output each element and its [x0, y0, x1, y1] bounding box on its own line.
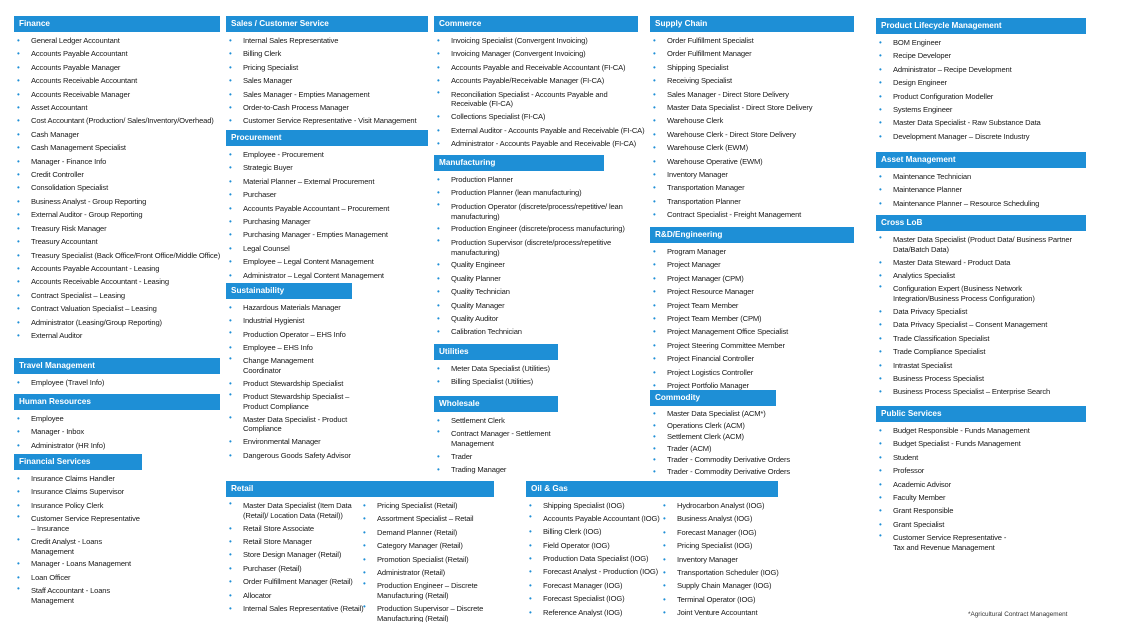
role-item: • Transportation Scheduler (IOG): [660, 566, 800, 579]
role-item: • Administrator (HR Info): [14, 439, 220, 452]
section-header: Sales / Customer Service: [226, 16, 428, 32]
role-item: • Order Fulfillment Manager: [650, 47, 854, 60]
role-item: • Dangerous Goods Safety Advisor: [226, 449, 350, 462]
role-item: • Employee – EHS Info: [226, 341, 350, 354]
role-item: • Invoicing Specialist (Convergent Invoicing): [434, 34, 638, 47]
role-item: • Trade Compliance Specialist: [876, 345, 1076, 358]
section-manufacturing: [434, 155, 638, 339]
role-item: • General Ledger Accountant: [14, 34, 220, 47]
role-item: • Reference Analyst (IOG): [526, 606, 660, 619]
role-item: • Trade Classification Specialist: [876, 332, 1076, 345]
role-item: • Change Management Coordinator: [226, 354, 350, 377]
role-item: • Product Stewardship Specialist: [226, 377, 350, 390]
section-header: Product Lifecycle Management: [876, 18, 1086, 34]
role-item: • Accounts Receivable Accountant: [14, 74, 220, 87]
role-item: • Production Planner (lean manufacturing): [434, 186, 638, 199]
role-item: • Treasury Risk Manager: [14, 222, 220, 235]
section-header: Financial Services: [14, 454, 142, 470]
role-item: • Product Configuration Modeller: [876, 90, 1086, 103]
role-item: • Production Operator (discrete/process/repetitive/ lean manufacturing): [434, 200, 638, 223]
role-item: • Supply Chain Manager (IOG): [660, 579, 800, 592]
role-item: • Master Data Specialist (ACM*): [650, 408, 854, 420]
role-item: • Environmental Manager: [226, 435, 350, 448]
role-item: • Quality Technician: [434, 285, 638, 298]
role-item: • Accounts Payable Accountant: [14, 47, 220, 60]
section-header: Public Services: [876, 406, 1086, 422]
role-item: • Maintenance Planner: [876, 183, 1086, 196]
role-item: • Meter Data Specialist (Utilities): [434, 362, 558, 375]
role-item: • Warehouse Clerk (EWM): [650, 141, 854, 154]
role-item: • Cash Manager: [14, 128, 220, 141]
role-item: • Master Data Specialist (Product Data/ Business Partner Data/Batch Data): [876, 233, 1076, 256]
role-item: • Master Data Specialist - Raw Substance Data: [876, 116, 1086, 129]
role-item: • Recipe Developer: [876, 49, 1086, 62]
role-item: • Configuration Expert (Business Network Integration/Business Process Configuration): [876, 282, 1076, 305]
role-item: • Purchasing Manager: [226, 215, 428, 228]
role-item: • Pricing Specialist (Retail): [360, 499, 490, 512]
role-item: • Student: [876, 451, 1014, 464]
role-item: • Program Manager: [650, 245, 854, 258]
role-item: • Assortment Specialist – Retail: [360, 512, 490, 525]
role-item: • Retail Store Manager: [226, 535, 360, 548]
role-item: • Master Data Specialist - Direct Store Delivery: [650, 101, 854, 114]
role-item: • Trader (ACM): [650, 443, 854, 455]
role-item: • Grant Responsible: [876, 504, 1014, 517]
role-item: • Collections Specialist (FI-CA): [434, 110, 638, 123]
role-item: • Order Fulfillment Specialist: [650, 34, 854, 47]
section-header: Supply Chain: [650, 16, 854, 32]
role-item: • Production Engineer – Discrete Manufacturing (Retail): [360, 579, 490, 602]
role-item: • Design Engineer: [876, 76, 1086, 89]
section-sales-customer-service: [226, 16, 428, 128]
role-item: • Store Design Manager (Retail): [226, 548, 360, 561]
role-item: • Promotion Specialist (Retail): [360, 553, 490, 566]
section-utilities: [434, 344, 558, 389]
role-item: • Forecast Analyst - Production (IOG): [526, 565, 660, 578]
role-item: • Business Process Specialist: [876, 372, 1076, 385]
section-header: Commodity: [650, 390, 776, 406]
role-item: • External Auditor - Accounts Payable and Receivable (FI-CA): [434, 124, 638, 137]
section-asset-management: [876, 152, 1086, 210]
role-item: • Maintenance Planner – Resource Scheduling: [876, 197, 1086, 210]
role-item: • Customer Service Representative - Visit Management: [226, 114, 428, 127]
section-header: Wholesale: [434, 396, 558, 412]
role-item: • Trader - Commodity Derivative Orders: [650, 454, 854, 466]
role-item: • Budget Responsible - Funds Management: [876, 424, 1014, 437]
role-item: • Administrator - Accounts Payable and Receivable (FI-CA): [434, 137, 638, 150]
role-item: • Treasury Specialist (Back Office/Front Office/Middle Office): [14, 249, 220, 262]
role-item: • Purchaser (Retail): [226, 562, 360, 575]
role-item: • Quality Engineer: [434, 258, 638, 271]
role-item: • Trader: [434, 450, 556, 463]
section-header: Travel Management: [14, 358, 220, 374]
role-item: • Insurance Policy Clerk: [14, 499, 142, 512]
section-finance: [14, 16, 220, 342]
section-header: Manufacturing: [434, 155, 604, 171]
role-item: • Insurance Claims Supervisor: [14, 485, 142, 498]
role-item: • Contract Manager - Settlement Management: [434, 427, 556, 450]
role-item: • Manager - Inbox: [14, 425, 220, 438]
role-item: • Transportation Manager: [650, 181, 854, 194]
role-item: • Sales Manager: [226, 74, 428, 87]
role-item: • Master Data Specialist (Item Data (Retail)/ Location Data (Retail)): [226, 499, 360, 522]
role-item: • Project Logistics Controller: [650, 366, 854, 379]
role-item: • External Auditor - Group Reporting: [14, 208, 220, 221]
section-header: Asset Management: [876, 152, 1086, 168]
role-item: • Cost Accountant (Production/ Sales/Inventory/Overhead): [14, 114, 220, 127]
role-item: • Demand Planner (Retail): [360, 526, 490, 539]
role-item: • Analytics Specialist: [876, 269, 1076, 282]
role-item: • Billing Clerk (IOG): [526, 525, 660, 538]
role-item: • Contract Specialist – Leasing: [14, 289, 220, 302]
section-header: Oil & Gas: [526, 481, 778, 497]
role-item: • Warehouse Clerk: [650, 114, 854, 127]
role-list: [14, 412, 220, 452]
role-item: • Business Process Specialist – Enterprise Search: [876, 385, 1076, 398]
role-item: • Warehouse Operative (EWM): [650, 155, 854, 168]
role-item: • Development Manager – Discrete Industry: [876, 130, 1086, 143]
section-header: Commerce: [434, 16, 638, 32]
role-item: • Internal Sales Representative (Retail): [226, 602, 360, 615]
role-item: • Employee – Legal Content Management: [226, 255, 428, 268]
role-item: • Accounts Payable Accountant - Leasing: [14, 262, 220, 275]
section-header: Procurement: [226, 130, 428, 146]
section-rnd-engineering: [650, 227, 854, 392]
role-list: [660, 499, 800, 620]
role-item: • Hazardous Materials Manager: [226, 301, 350, 314]
role-item: • Hydrocarbon Analyst (IOG): [660, 499, 800, 512]
role-list: [650, 34, 854, 222]
role-item: • Accounts Payable/Receivable Manager (FI-CA): [434, 74, 638, 87]
role-item: • Internal Sales Representative: [226, 34, 428, 47]
role-item: • Faculty Member: [876, 491, 1014, 504]
role-item: • Settlement Clerk (ACM): [650, 431, 854, 443]
role-item: • Administrator (Retail): [360, 566, 490, 579]
role-item: • Shipping Specialist: [650, 61, 854, 74]
role-item: • Field Operator (IOG): [526, 539, 660, 552]
role-item: • Shipping Specialist (IOG): [526, 499, 660, 512]
role-list: [14, 34, 220, 342]
role-item: • Contract Specialist - Freight Management: [650, 208, 854, 221]
role-item: • Contract Valuation Specialist – Leasing: [14, 302, 220, 315]
section-procurement: [226, 130, 428, 282]
section-financial-services: [14, 454, 142, 607]
role-item: • Warehouse Clerk - Direct Store Delivery: [650, 128, 854, 141]
role-item: • Data Privacy Specialist – Consent Management: [876, 318, 1076, 331]
role-item: • Accounts Payable Accountant – Procurement: [226, 202, 428, 215]
role-item: • Retail Store Associate: [226, 522, 360, 535]
role-item: • Accounts Receivable Manager: [14, 88, 220, 101]
role-item: • Forecast Manager (IOG): [526, 579, 660, 592]
role-list: [876, 36, 1086, 143]
role-list: [434, 173, 638, 339]
role-list: [226, 499, 364, 622]
role-list: [14, 376, 220, 389]
role-list: [226, 34, 428, 128]
section-product-lifecycle-management: [876, 18, 1086, 143]
role-item: • Industrial Hygienist: [226, 314, 350, 327]
role-item: • Credit Controller: [14, 168, 220, 181]
role-item: • Loan Officer: [14, 571, 142, 584]
role-item: • Project Resource Manager: [650, 285, 854, 298]
role-item: • Employee (Travel Info): [14, 376, 220, 389]
role-list: [226, 301, 350, 462]
role-item: • Sales Manager - Direct Store Delivery: [650, 88, 854, 101]
role-item: • Inventory Manager: [660, 553, 800, 566]
role-item: • Administrator (Leasing/Group Reporting): [14, 316, 220, 329]
role-list: [360, 499, 490, 622]
role-item: • Trader - Commodity Derivative Orders: [650, 466, 854, 478]
section-header: Finance: [14, 16, 220, 32]
role-item: • Operations Clerk (ACM): [650, 420, 854, 432]
section-retail: [226, 481, 522, 622]
role-item: • Pricing Specialist: [226, 61, 428, 74]
role-item: • Production Data Specialist (IOG): [526, 552, 660, 565]
role-item: • Administrator – Recipe Development: [876, 63, 1086, 76]
role-item: • Purchaser: [226, 188, 428, 201]
role-list: [876, 233, 1076, 399]
role-item: • Production Planner: [434, 173, 638, 186]
role-item: • BOM Engineer: [876, 36, 1086, 49]
role-item: • Quality Planner: [434, 272, 638, 285]
role-item: • Administrator – Legal Content Management: [226, 269, 428, 282]
role-item: • Receiving Specialist: [650, 74, 854, 87]
role-item: • Project Manager (CPM): [650, 272, 854, 285]
role-item: • Manager - Loans Management: [14, 557, 142, 570]
role-item: • Forecast Specialist (IOG): [526, 592, 660, 605]
role-item: • Project Team Member (CPM): [650, 312, 854, 325]
role-item: • Production Engineer (discrete/process manufacturing): [434, 222, 638, 235]
role-item: • Joint Venture Accountant: [660, 606, 800, 619]
role-item: • Sales Manager - Empties Management: [226, 88, 428, 101]
role-item: • Intrastat Specialist: [876, 359, 1076, 372]
role-item: • Invoicing Manager (Convergent Invoicing): [434, 47, 638, 60]
section-wholesale: [434, 396, 558, 477]
role-item: • Billing Clerk: [226, 47, 428, 60]
role-item: • Product Stewardship Specialist – Product Compliance: [226, 390, 350, 413]
role-item: • Production Supervisor – Discrete Manufacturing (Retail): [360, 602, 490, 622]
role-list: [434, 362, 558, 389]
role-item: • Maintenance Technician: [876, 170, 1086, 183]
role-item: • Business Analyst (IOG): [660, 512, 800, 525]
section-human-resources: [14, 394, 220, 452]
role-item: • Budget Specialist - Funds Management: [876, 437, 1014, 450]
role-item: • Category Manager (Retail): [360, 539, 490, 552]
role-item: • Business Analyst - Group Reporting: [14, 195, 220, 208]
role-list: [226, 148, 428, 282]
role-item: • Allocator: [226, 589, 360, 602]
role-item: • Trading Manager: [434, 463, 556, 476]
section-public-services: [876, 406, 1086, 554]
role-item: • Pricing Specialist (IOG): [660, 539, 800, 552]
role-item: • Project Team Member: [650, 299, 854, 312]
role-item: • Accounts Payable Manager: [14, 61, 220, 74]
role-item: • Calibration Technician: [434, 325, 638, 338]
role-item: • Forecast Manager (IOG): [660, 526, 800, 539]
role-item: • Asset Accountant: [14, 101, 220, 114]
role-item: • Master Data Specialist - Product Compliance: [226, 413, 350, 436]
section-supply-chain: [650, 16, 854, 228]
role-item: • Cash Management Specialist: [14, 141, 220, 154]
role-item: • Staff Accountant - Loans Management: [14, 584, 142, 607]
role-item: • Academic Advisor: [876, 478, 1014, 491]
role-list: [434, 414, 556, 477]
role-list: [876, 424, 1030, 554]
section-sustainability: [226, 283, 352, 462]
section-header: R&D/Engineering: [650, 227, 854, 243]
section-header: Sustainability: [226, 283, 352, 299]
role-list: [876, 170, 1086, 210]
section-header: Retail: [226, 481, 494, 497]
role-item: • Legal Counsel: [226, 242, 428, 255]
role-item: • Transportation Planner: [650, 195, 854, 208]
role-item: • Systems Engineer: [876, 103, 1086, 116]
section-commodity: [650, 390, 854, 477]
section-oil-and-gas: [526, 481, 806, 622]
role-item: • Quality Auditor: [434, 312, 638, 325]
role-list: [650, 245, 854, 392]
role-item: • Billing Specialist (Utilities): [434, 375, 558, 388]
role-item: • Accounts Payable Accountant (IOG): [526, 512, 660, 525]
role-item: • Employee: [14, 412, 220, 425]
role-item: • Professor: [876, 464, 1014, 477]
role-item: • Material Planner – External Procurement: [226, 175, 428, 188]
role-list: [14, 472, 142, 607]
role-item: • Consolidation Specialist: [14, 181, 220, 194]
role-item: • Manager - Finance Info: [14, 155, 220, 168]
role-item: • Production Operator – EHS Info: [226, 328, 350, 341]
section-cross-lob: [876, 215, 1086, 399]
role-item: • Credit Analyst - Loans Management: [14, 535, 142, 558]
role-item: • Project Management Office Specialist: [650, 325, 854, 338]
role-item: • External Auditor: [14, 329, 220, 342]
role-item: • Production Supervisor (discrete/process/repetitive manufacturing): [434, 236, 638, 259]
role-item: • Order-to-Cash Process Manager: [226, 101, 428, 114]
role-item: • Project Steering Committee Member: [650, 339, 854, 352]
section-header: Utilities: [434, 344, 558, 360]
role-item: • Customer Service Representative – Insurance: [14, 512, 142, 535]
role-item: • Project Manager: [650, 258, 854, 271]
section-travel-management: [14, 358, 220, 389]
role-item: • Purchasing Manager - Empties Management: [226, 228, 428, 241]
role-list: [650, 408, 854, 477]
role-item: • Strategic Buyer: [226, 161, 428, 174]
role-list: [434, 34, 645, 150]
role-item: • Project Financial Controller: [650, 352, 854, 365]
role-item: • Employee - Procurement: [226, 148, 428, 161]
section-header: Cross LoB: [876, 215, 1086, 231]
role-item: • Quality Manager: [434, 299, 638, 312]
role-item: • Reconciliation Specialist - Accounts Payable and Receivable (FI-CA): [434, 88, 638, 111]
role-item: • Inventory Manager: [650, 168, 854, 181]
role-item: • Grant Specialist: [876, 518, 1014, 531]
role-item: • Insurance Claims Handler: [14, 472, 142, 485]
section-header: Human Resources: [14, 394, 220, 410]
role-item: • Treasury Accountant: [14, 235, 220, 248]
role-item: • Master Data Steward - Product Data: [876, 256, 1076, 269]
role-item: • Data Privacy Specialist: [876, 305, 1076, 318]
role-list: [526, 499, 660, 620]
role-item: • Settlement Clerk: [434, 414, 556, 427]
role-item: • Customer Service Representative - Tax and Revenue Management: [876, 531, 1014, 554]
role-item: • Project Portfolio Manager: [650, 379, 854, 392]
role-item: • Accounts Receivable Accountant - Leasing: [14, 275, 220, 288]
role-item: • Terminal Operator (IOG): [660, 593, 800, 606]
role-item: • Order Fulfillment Manager (Retail): [226, 575, 360, 588]
section-commerce: [434, 16, 645, 150]
role-item: • Accounts Payable and Receivable Accountant (FI-CA): [434, 61, 638, 74]
footnote: *Agricultural Contract Management: [968, 611, 1068, 618]
